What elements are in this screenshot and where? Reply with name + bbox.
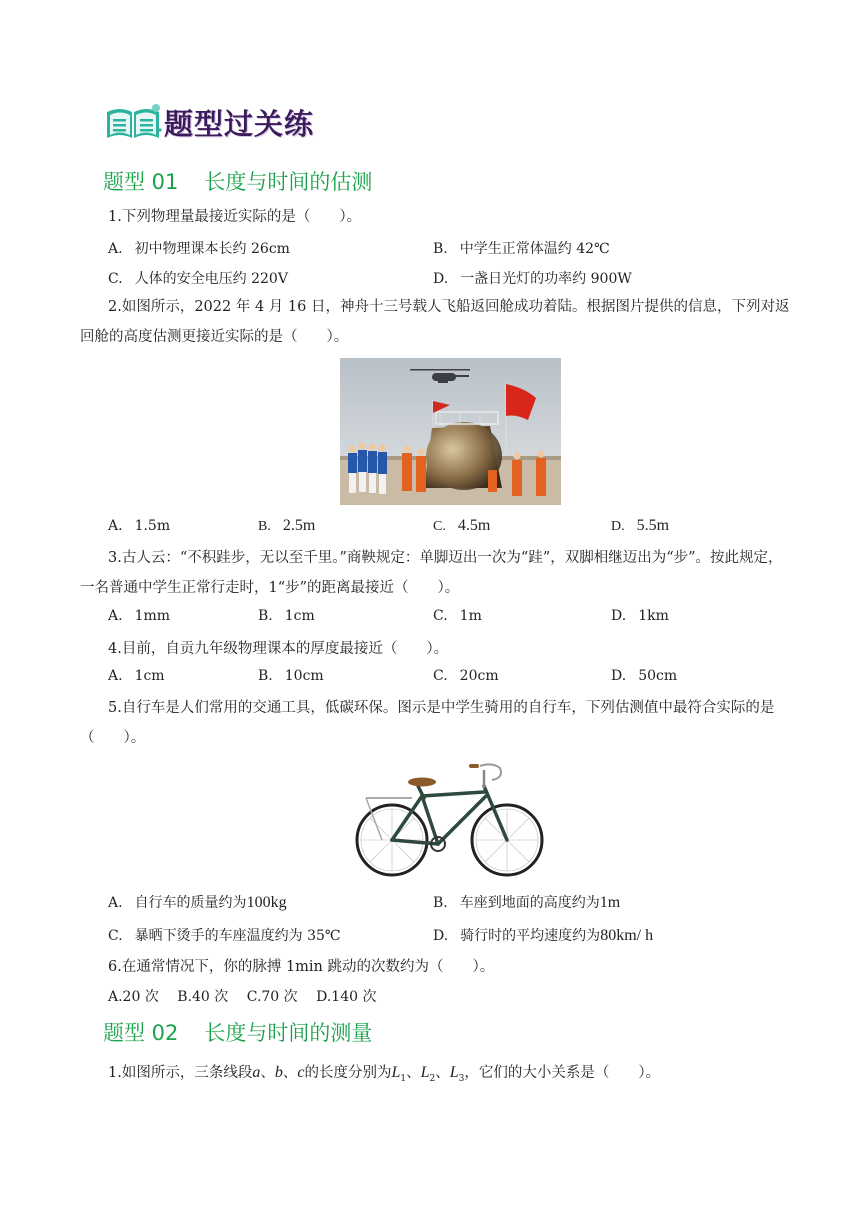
option-a: A. 初中物理课本长约 26cm xyxy=(108,241,290,257)
capsule-landing-photo xyxy=(340,358,561,505)
section-number: 题型 02 xyxy=(103,1021,179,1045)
question-5-stem: 5.自行车是人们常用的交通工具，低碳环保。图示是中学生骑用的自行车，下列估测值中最符合实际的是（ ）。 xyxy=(80,700,775,746)
section-title xyxy=(103,166,372,196)
option-c: C. 1m xyxy=(433,608,482,624)
option-c: C. 4.5m xyxy=(433,517,491,534)
option-b: B. 车座到地面的高度约为1m xyxy=(433,894,621,911)
section-2-question-1-stem: 1.如图所示，三条线段a、b、c的长度分别为$L_1$、$L_2$、$L_3$，它们的大小关系是（ ）。 xyxy=(108,1064,661,1084)
option-b: B. 2.5m xyxy=(258,517,316,534)
bicycle-image xyxy=(352,758,546,882)
option-c: C. 暴晒下烫手的车座温度约为 35℃ xyxy=(108,928,341,944)
option-a: A. 自行车的质量约为100kg xyxy=(108,894,287,911)
question-2-stem: 2.如图所示，2022 年 4 月 16 日，神舟十三号载人飞船返回舱成功着陆。根据图片提供的信息，下列对返回舱的高度估测更接近实际的是（ ）。 xyxy=(80,299,790,345)
option-d: D. 骑行时的平均速度约为80km/ h xyxy=(433,927,654,944)
section-name: 长度与时间的估测 xyxy=(204,170,373,194)
question-3-stem: 3.古人云：“不积跬步，无以至千里。”商鞅规定：单脚迈出一次为“跬”，双脚相继迈出为“步”。按此规定，一名普通中学生正常行走时，1“步”的距离最接近（ ）。 xyxy=(80,550,783,596)
question-6-options: A.20 次 B.40 次 C.70 次 D.140 次 xyxy=(108,989,377,1005)
option-d: D. 1km xyxy=(611,608,669,624)
question-6-stem: 6.在通常情况下，你的脉搏 1min 跳动的次数约为（ ）。 xyxy=(108,959,495,975)
option-b: B. 中学生正常体温约 42℃ xyxy=(433,241,610,257)
option-d: D. 一盏日光灯的功率约 900W xyxy=(433,271,632,287)
page-header xyxy=(104,100,314,144)
option-d: D. 50cm xyxy=(611,668,678,684)
book-icon xyxy=(104,102,162,142)
header-title: 题型过关练 xyxy=(164,106,315,141)
option-a: A. 1mm xyxy=(108,608,171,624)
option-d: D. 5.5m xyxy=(611,517,670,534)
option-a: A. 1.5m xyxy=(108,518,171,534)
section-number: 题型 01 xyxy=(103,170,179,194)
option-b: B. 1cm xyxy=(258,608,315,624)
section-name: 长度与时间的测量 xyxy=(204,1021,373,1045)
question-4-stem: 4.目前，自贡九年级物理课本的厚度最接近（ ）。 xyxy=(108,641,449,657)
section-title xyxy=(103,1017,372,1047)
option-c: C. 人体的安全电压约 220V xyxy=(108,271,288,287)
question-1-stem: 1.下列物理量最接近实际的是（ ）。 xyxy=(108,209,362,225)
option-c: C. 20cm xyxy=(433,668,499,684)
option-a: A. 1cm xyxy=(108,668,165,684)
option-b: B. 10cm xyxy=(258,668,324,684)
